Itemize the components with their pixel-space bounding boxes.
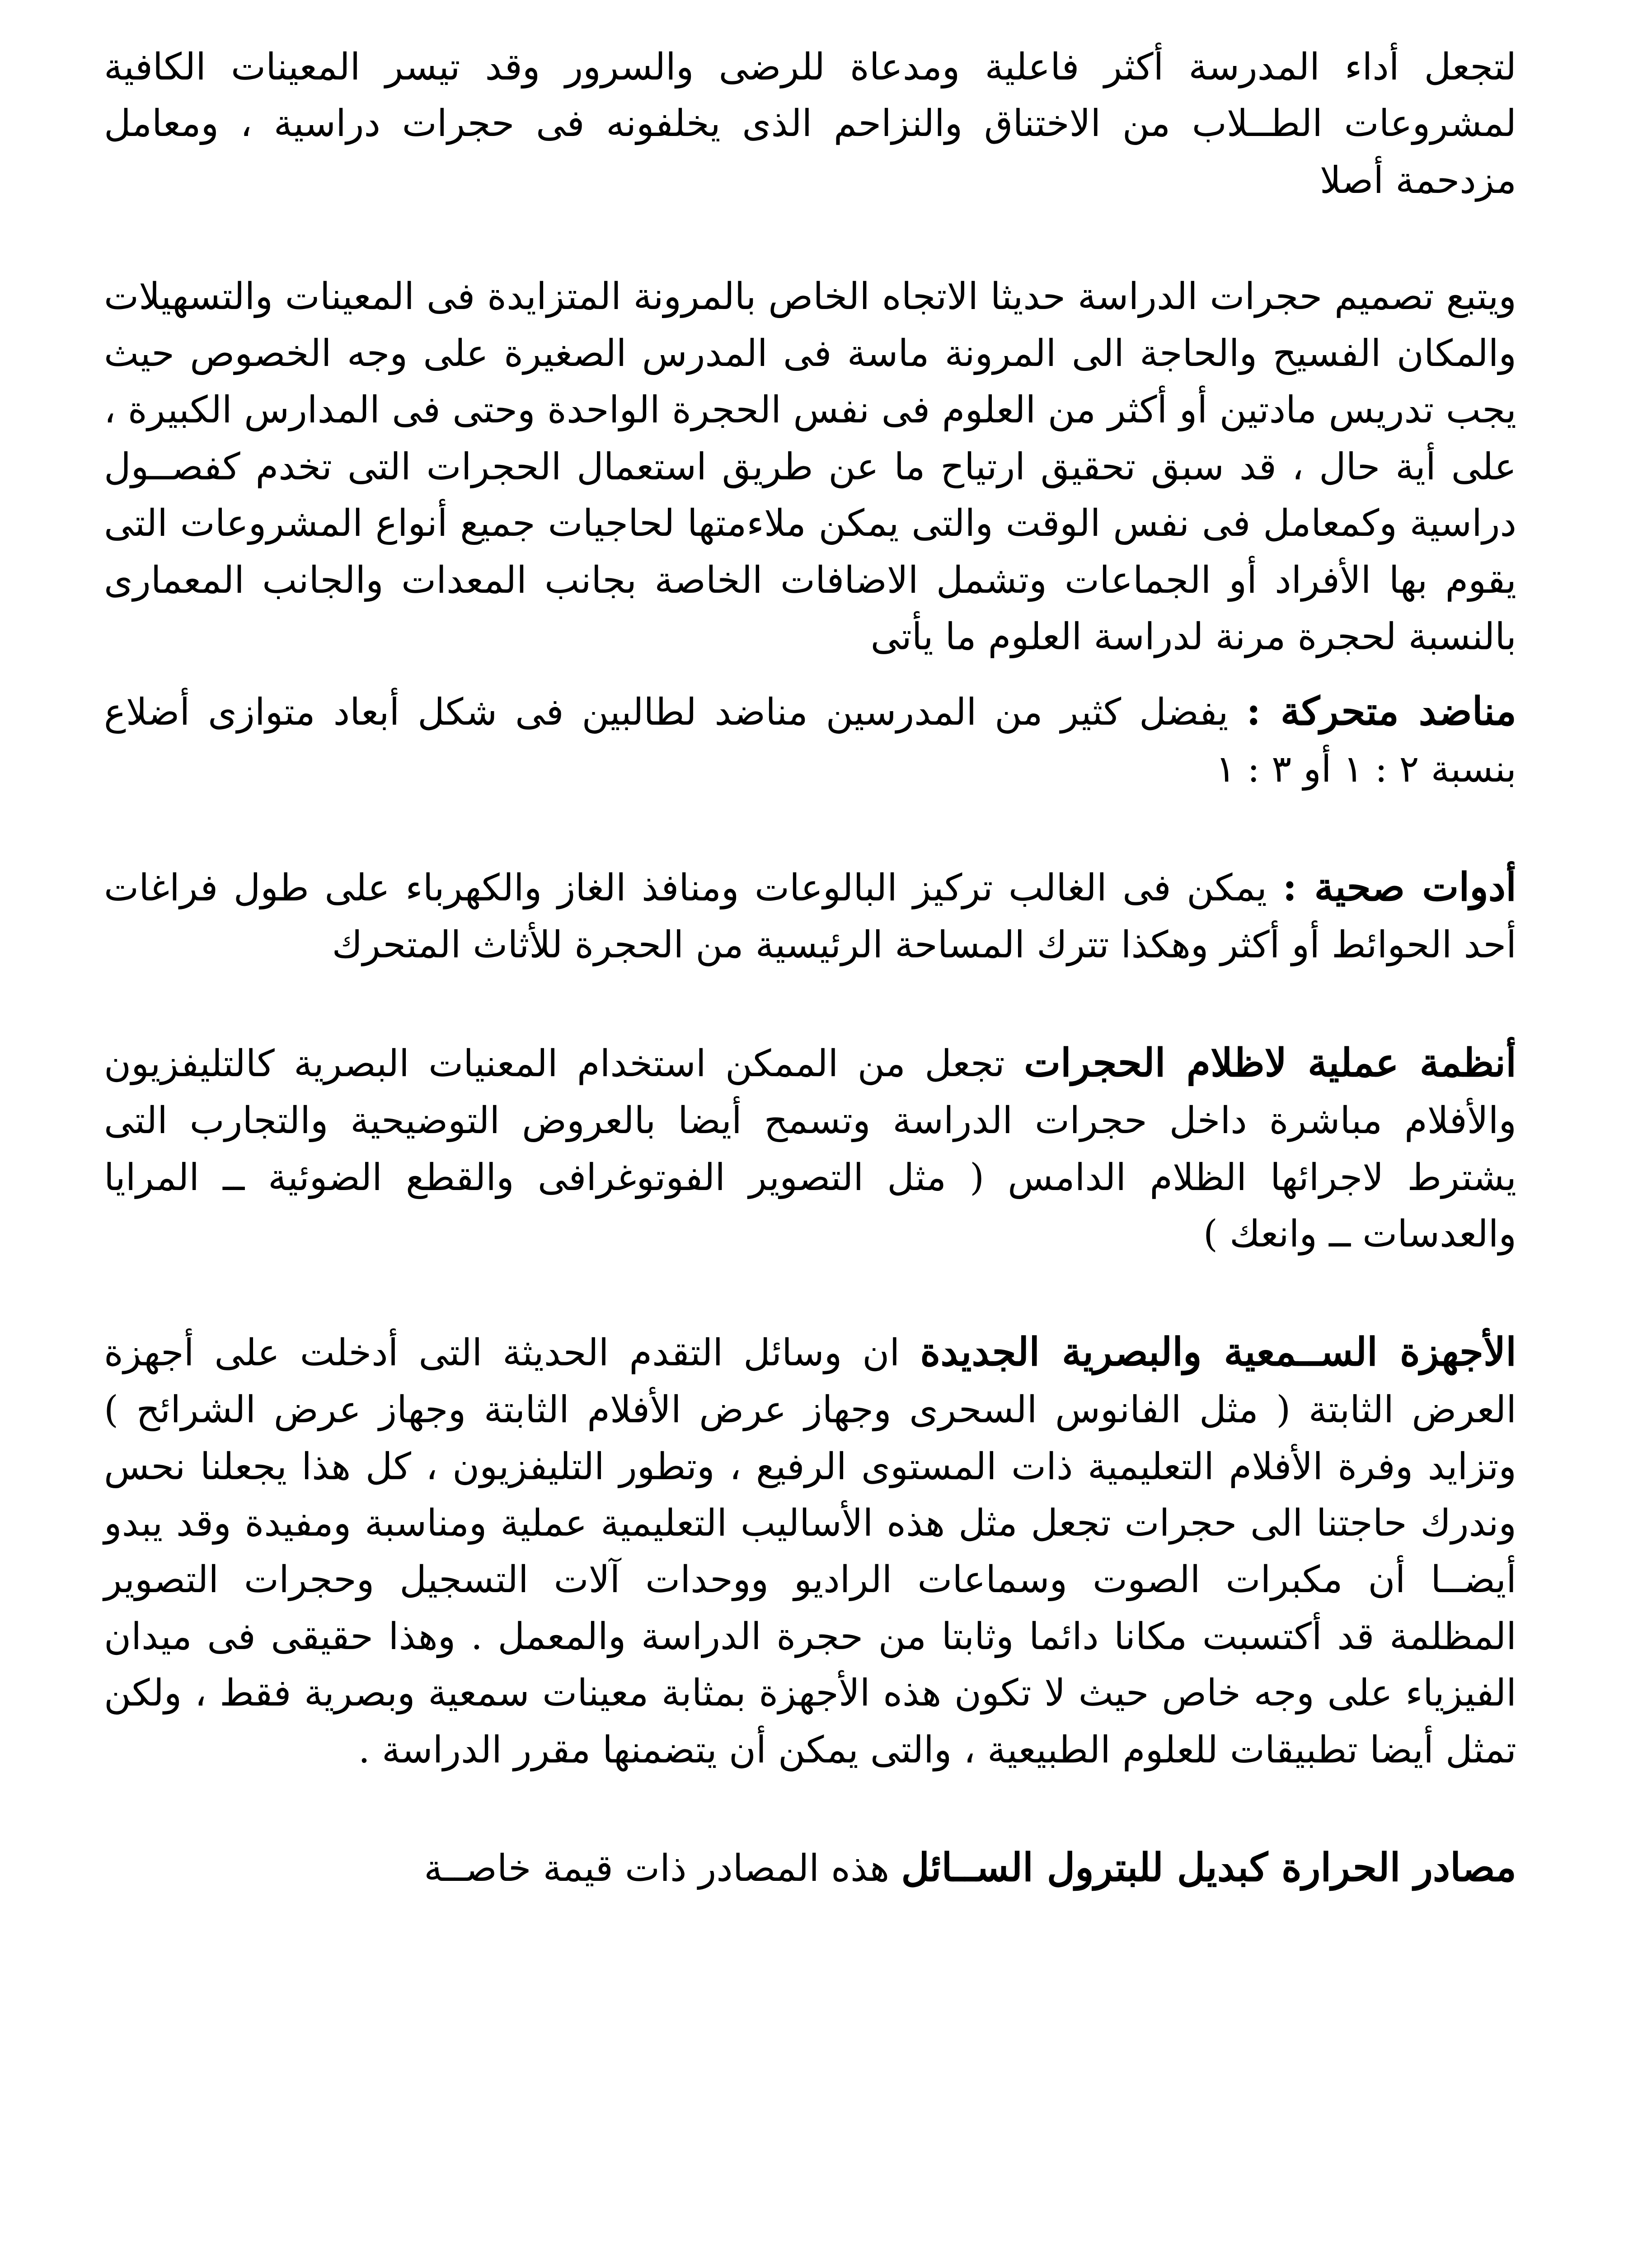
paragraph-heat-sources [104, 1838, 1516, 1898]
paragraph-1 [104, 39, 1516, 209]
paragraph-sanitary-fixtures-text: يمكن فى الغالب تركيز البالوعات ومنافذ الغاز والكهرباء على طول فراغات أحد الحوائط أو أكثر وهكذا تترك المساحة الرئيسية من الحجرة للأثاث المتحرك [104, 866, 1516, 967]
paragraph-2-text: ويتبع تصميم حجرات الدراسة حديثا الاتجاه الخاص بالمرونة المتزايدة فى المعينات والتسهيلات والمكان الفسيح والحاجة الى المرونة ماسة فى المدرس الصغيرة على وجه الخصوص حيث يجب تدريس مادتين أو أكثر من العلوم فى نفس الحجرة الواحدة وحتى فى المدارس الكبيرة ، على أية حال ، قد سبق تحقيق ارتياح ما عن طريق استعمال الحجرات التى تخدم كفصــول دراسية وكمعامل فى نفس الوقت والتى يمكن ملاءمتها لحاجيات جميع أنواع المشروعات التى يقوم بها الأفراد أو الجماعات وتشمل الاضافات الخاصة بجانب المعدات والجانب المعمارى بالنسبة لحجرة مرنة لدراسة العلوم ما يأتى [104, 275, 1516, 659]
paragraph-mobile-tables-text: يفضل كثير من المدرسين مناضد لطالبين فى شكل أبعاد متوازى أضلاع بنسبة ٢ : ١ أو ٣ : ١ [104, 690, 1516, 791]
paragraph-audiovisual-devices-text: ان وسائل التقدم الحديثة التى أدخلت على أجهزة العرض الثابتة ( مثل الفانوس السحرى وجهاز عرض الأفلام الثابتة وجهاز عرض الشرائح ) وتزايد وفرة الأفلام التعليمية ذات المستوى الرفيع ، وتطور التليفزيون ، كل هذا يجعلنا نحس وندرك حاجتنا الى حجرات تجعل مثل هذه الأساليب التعليمية عملية ومناسبة ومفيدة وقد يبدو أيضــا أن مكبرات الصوت وسماعات الراديو ووحدات آلات التسجيل وحجرات التصوير المظلمة قد أكتسبت مكانا دائما وثابتا من حجرة الدراسة والمعمل . وهذا حقيقى فى ميدان الفيزياء على وجه خاص حيث لا تكون هذه الأجهزة بمثابة معينات سمعية وبصرية فقط ، ولكن تمثل أيضا تطبيقات للعلوم الطبيعية ، والتى يمكن أن يتضمنها مقرر الدراسة . [104, 1331, 1516, 1772]
paragraph-1-text: لتجعل أداء المدرسة أكثر فاعلية ومدعاة للرضى والسرور وقد تيسر المعينات الكافية لمشروعات الطــلاب من الاختناق والنزاحم الذى يخلفونه فى حجرات دراسية ، ومعامل مزدحمة أصلا [104, 46, 1516, 202]
paragraph-darkening-systems-text: تجعل من الممكن استخدام المعنيات البصرية كالتليفزيون والأفلام مباشرة داخل حجرات الدراسة وتسمح أيضا بالعروض التوضيحية والتجارب التى يشترط لاجرائها الظلام الدامس ( مثل التصوير الفوتوغرافى والقطع الضوئية ــ المرايا والعدسات ــ وانعك ) [104, 1042, 1516, 1256]
heading-heat-sources: مصادر الحرارة كبديل للبترول الســائل [901, 1845, 1516, 1891]
paragraph-darkening-systems [104, 1033, 1516, 1263]
heading-mobile-tables: مناضد متحركة : [1246, 688, 1516, 734]
paragraph-2 [104, 268, 1516, 665]
heading-sanitary-fixtures: أدوات صحية : [1282, 864, 1516, 910]
paragraph-audiovisual-devices [104, 1322, 1516, 1779]
paragraph-sanitary-fixtures [104, 858, 1516, 974]
paragraph-heat-sources-text: هذه المصادر ذات قيمة خاصــة [424, 1847, 890, 1890]
heading-darkening-systems: أنظمة عملية لاظلام الحجرات [1024, 1040, 1516, 1086]
heading-audiovisual-devices: الأجهزة الســمعية والبصرية الجديدة [920, 1329, 1516, 1375]
paragraph-mobile-tables [104, 682, 1516, 798]
